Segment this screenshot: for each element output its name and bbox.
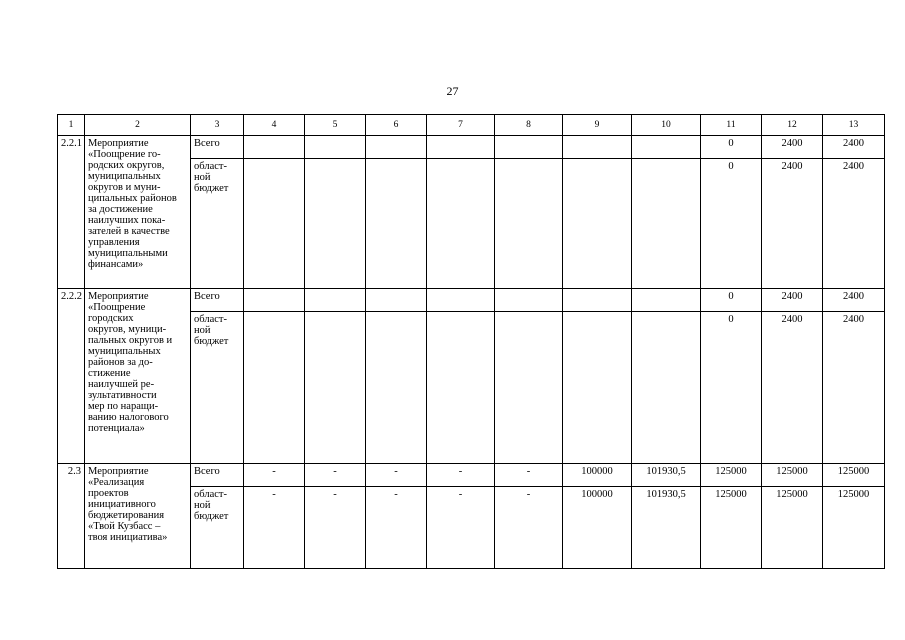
column-header: 7	[427, 115, 495, 136]
value-cell	[563, 289, 632, 312]
budget-table	[57, 114, 885, 569]
value-cell	[632, 312, 701, 464]
value-cell: 125000	[762, 487, 823, 569]
value-cell: 100000	[563, 464, 632, 487]
value-cell	[563, 159, 632, 289]
value-cell: 125000	[762, 464, 823, 487]
funding-source: област- ной бюджет	[191, 312, 244, 464]
value-cell	[563, 312, 632, 464]
measure-description: Мероприятие «Поощрение городских округов, муници- пальных округов и муниципальных районов за до- стижение наилучшей ре- зультативности мер по наращи- ванию налогового потенциала»	[85, 289, 191, 464]
value-cell: 2400	[823, 136, 885, 159]
measure-description: Мероприятие «Поощрение го- родских округов, муниципальных округов и муни- ципальных районов за достижение наилучших пока- зателей в качестве управления муниципальными финансами»	[85, 136, 191, 289]
column-header: 11	[701, 115, 762, 136]
column-header: 2	[85, 115, 191, 136]
value-cell: -	[495, 487, 563, 569]
value-cell	[427, 159, 495, 289]
value-cell: 100000	[563, 487, 632, 569]
table-body	[58, 115, 885, 569]
value-cell	[427, 289, 495, 312]
value-cell	[495, 136, 563, 159]
value-cell: -	[495, 464, 563, 487]
column-header: 5	[305, 115, 366, 136]
measure-description: Мероприятие «Реализация проектов инициативного бюджетирования «Твой Кузбасс – твоя инициатива»	[85, 464, 191, 569]
value-cell	[366, 136, 427, 159]
row-number: 2.2.1	[58, 136, 85, 289]
value-cell	[495, 289, 563, 312]
value-cell	[366, 289, 427, 312]
value-cell	[427, 136, 495, 159]
value-cell	[632, 159, 701, 289]
value-cell: 0	[701, 136, 762, 159]
value-cell: 0	[701, 159, 762, 289]
row-number: 2.3	[58, 464, 85, 569]
value-cell: 125000	[701, 464, 762, 487]
value-cell: 2400	[762, 312, 823, 464]
value-cell	[366, 159, 427, 289]
value-cell	[244, 312, 305, 464]
value-cell: 2400	[823, 289, 885, 312]
funding-source: Всего	[191, 136, 244, 159]
value-cell: -	[305, 487, 366, 569]
value-cell: -	[305, 464, 366, 487]
page-number: 27	[446, 84, 459, 98]
column-header: 12	[762, 115, 823, 136]
value-cell: 125000	[823, 464, 885, 487]
value-cell: 2400	[823, 159, 885, 289]
value-cell	[427, 312, 495, 464]
value-cell: 125000	[823, 487, 885, 569]
value-cell: 2400	[762, 289, 823, 312]
value-cell	[244, 159, 305, 289]
value-cell: 101930,5	[632, 464, 701, 487]
value-cell	[305, 312, 366, 464]
value-cell: 2400	[762, 159, 823, 289]
table-row	[58, 464, 885, 487]
value-cell: 0	[701, 312, 762, 464]
column-header: 10	[632, 115, 701, 136]
value-cell	[305, 136, 366, 159]
value-cell: -	[427, 464, 495, 487]
header-row	[58, 115, 885, 136]
value-cell: 2400	[823, 312, 885, 464]
funding-source: област- ной бюджет	[191, 159, 244, 289]
value-cell	[244, 136, 305, 159]
value-cell: -	[366, 487, 427, 569]
column-header: 1	[58, 115, 85, 136]
value-cell: -	[244, 464, 305, 487]
table-row	[58, 289, 885, 312]
value-cell: -	[427, 487, 495, 569]
value-cell	[563, 136, 632, 159]
column-header: 13	[823, 115, 885, 136]
table-row	[58, 136, 885, 159]
value-cell	[632, 136, 701, 159]
funding-source: Всего	[191, 289, 244, 312]
value-cell	[495, 159, 563, 289]
column-header: 9	[563, 115, 632, 136]
value-cell: -	[366, 464, 427, 487]
value-cell	[305, 289, 366, 312]
column-header: 3	[191, 115, 244, 136]
value-cell: 125000	[701, 487, 762, 569]
column-header: 4	[244, 115, 305, 136]
row-number: 2.2.2	[58, 289, 85, 464]
value-cell	[244, 289, 305, 312]
value-cell	[305, 159, 366, 289]
value-cell	[632, 289, 701, 312]
column-header: 8	[495, 115, 563, 136]
value-cell: 0	[701, 289, 762, 312]
value-cell: -	[244, 487, 305, 569]
funding-source: Всего	[191, 464, 244, 487]
column-header: 6	[366, 115, 427, 136]
value-cell: 101930,5	[632, 487, 701, 569]
value-cell	[366, 312, 427, 464]
value-cell	[495, 312, 563, 464]
funding-source: област- ной бюджет	[191, 487, 244, 569]
value-cell: 2400	[762, 136, 823, 159]
